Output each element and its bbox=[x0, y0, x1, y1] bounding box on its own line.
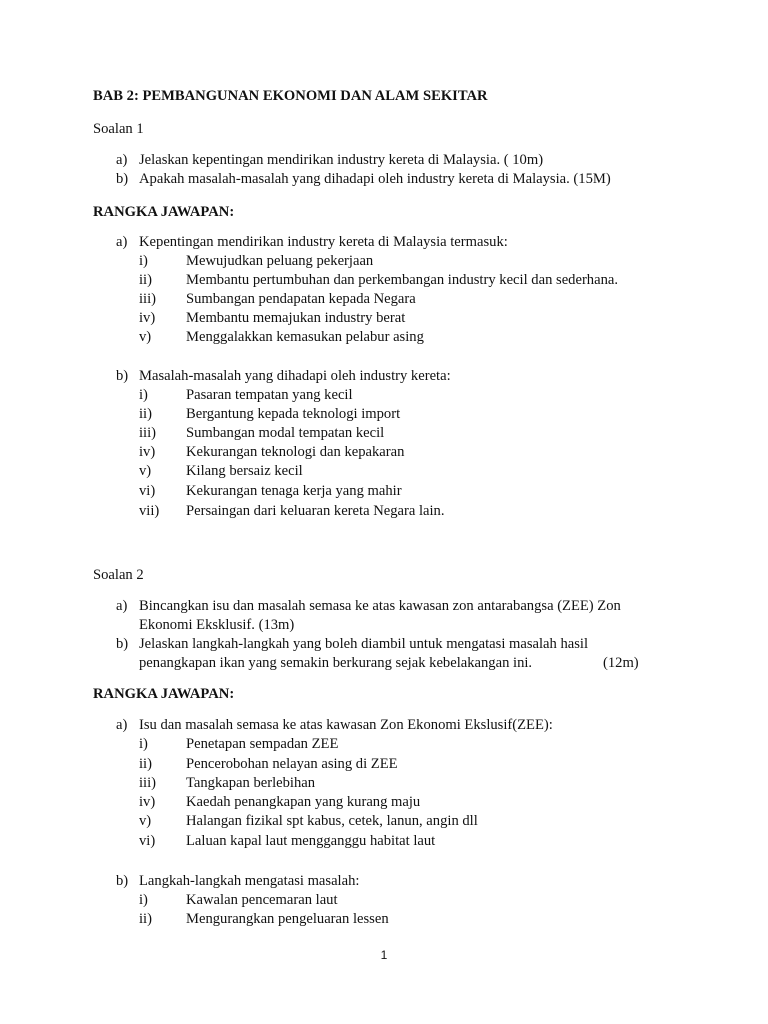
q2-ans-b-marker: b) bbox=[116, 873, 129, 889]
list-item-number: vi) bbox=[139, 483, 156, 499]
list-item: Sumbangan modal tempatan kecil bbox=[186, 425, 385, 441]
list-item: Bergantung kepada teknologi import bbox=[186, 406, 401, 422]
q1-ans-a-marker: a) bbox=[116, 234, 128, 250]
q2-ans-a-intro: Isu dan masalah semasa ke atas kawasan Zon Ekonomi Ekslusif(ZEE): bbox=[139, 717, 553, 733]
question-2-heading: Soalan 2 bbox=[93, 567, 144, 583]
list-item: Mengurangkan pengeluaran lessen bbox=[186, 911, 389, 927]
list-item: Sumbangan pendapatan kepada Negara bbox=[186, 291, 416, 307]
q1-b-marker: b) bbox=[116, 171, 129, 187]
list-item: Laluan kapal laut mengganggu habitat laut bbox=[186, 833, 436, 849]
q2-a-text-line1: Bincangkan isu dan masalah semasa ke atas kawasan zon antarabangsa (ZEE) Zon bbox=[139, 598, 621, 614]
list-item-number: iv) bbox=[139, 310, 156, 326]
q2-a-marker: a) bbox=[116, 598, 128, 614]
list-item: Mewujudkan peluang pekerjaan bbox=[186, 253, 374, 269]
list-item: Tangkapan berlebihan bbox=[186, 775, 316, 791]
q1-a-text: Jelaskan kepentingan mendirikan industry kereta di Malaysia. ( 10m) bbox=[139, 152, 544, 168]
list-item: Kawalan pencemaran laut bbox=[186, 892, 338, 908]
list-item-number: iv) bbox=[139, 794, 156, 810]
q2-ans-a-marker: a) bbox=[116, 717, 128, 733]
q2-rangka-heading: RANGKA JAWAPAN: bbox=[93, 686, 235, 702]
q1-a-marker: a) bbox=[116, 152, 128, 168]
list-item: Pasaran tempatan yang kecil bbox=[186, 387, 353, 403]
page-number: 1 bbox=[380, 948, 388, 962]
list-item-number: i) bbox=[139, 892, 148, 908]
list-item: Pencerobohan nelayan asing di ZEE bbox=[186, 756, 398, 772]
question-1-heading: Soalan 1 bbox=[93, 121, 144, 137]
q1-ans-a-intro: Kepentingan mendirikan industry kereta di Malaysia termasuk: bbox=[139, 234, 508, 250]
list-item-number: v) bbox=[139, 813, 152, 829]
list-item: Halangan fizikal spt kabus, cetek, lanun, angin dll bbox=[186, 813, 478, 829]
q2-b-text-line2: penangkapan ikan yang semakin berkurang sejak kebelakangan ini. bbox=[139, 655, 533, 671]
list-item-number: vii) bbox=[139, 503, 160, 519]
list-item-number: v) bbox=[139, 463, 152, 479]
list-item-number: v) bbox=[139, 329, 152, 345]
q1-rangka-heading: RANGKA JAWAPAN: bbox=[93, 204, 235, 220]
list-item: Kekurangan tenaga kerja yang mahir bbox=[186, 483, 402, 499]
list-item-number: iii) bbox=[139, 425, 157, 441]
q2-b-marks: (12m) bbox=[603, 655, 639, 671]
list-item-number: ii) bbox=[139, 911, 152, 927]
q1-ans-b-marker: b) bbox=[116, 368, 129, 384]
q1-b-text: Apakah masalah-masalah yang dihadapi oleh industry kereta di Malaysia. (15M) bbox=[139, 171, 611, 187]
list-item: Kaedah penangkapan yang kurang maju bbox=[186, 794, 421, 810]
q2-a-text-line2: Ekonomi Eksklusif. (13m) bbox=[139, 617, 295, 633]
list-item: Membantu memajukan industry berat bbox=[186, 310, 406, 326]
list-item: Menggalakkan kemasukan pelabur asing bbox=[186, 329, 424, 345]
list-item-number: i) bbox=[139, 736, 148, 752]
list-item-number: i) bbox=[139, 253, 148, 269]
list-item-number: ii) bbox=[139, 406, 152, 422]
q2-ans-b-intro: Langkah-langkah mengatasi masalah: bbox=[139, 873, 360, 889]
list-item: Penetapan sempadan ZEE bbox=[186, 736, 339, 752]
q2-b-marker: b) bbox=[116, 636, 129, 652]
q2-b-text-line1: Jelaskan langkah-langkah yang boleh diambil untuk mengatasi masalah hasil bbox=[139, 636, 589, 652]
list-item-number: ii) bbox=[139, 272, 152, 288]
list-item: Persaingan dari keluaran kereta Negara lain. bbox=[186, 503, 445, 519]
list-item-number: iv) bbox=[139, 444, 156, 460]
list-item-number: vi) bbox=[139, 833, 156, 849]
list-item: Kekurangan teknologi dan kepakaran bbox=[186, 444, 405, 460]
list-item-number: iii) bbox=[139, 775, 157, 791]
list-item-number: iii) bbox=[139, 291, 157, 307]
document-title: BAB 2: PEMBANGUNAN EKONOMI DAN ALAM SEKITAR bbox=[93, 88, 488, 104]
q1-ans-b-intro: Masalah-masalah yang dihadapi oleh industry kereta: bbox=[139, 368, 451, 384]
list-item: Membantu pertumbuhan dan perkembangan industry kecil dan sederhana. bbox=[186, 272, 618, 288]
list-item: Kilang bersaiz kecil bbox=[186, 463, 303, 479]
list-item-number: ii) bbox=[139, 756, 152, 772]
list-item-number: i) bbox=[139, 387, 148, 403]
